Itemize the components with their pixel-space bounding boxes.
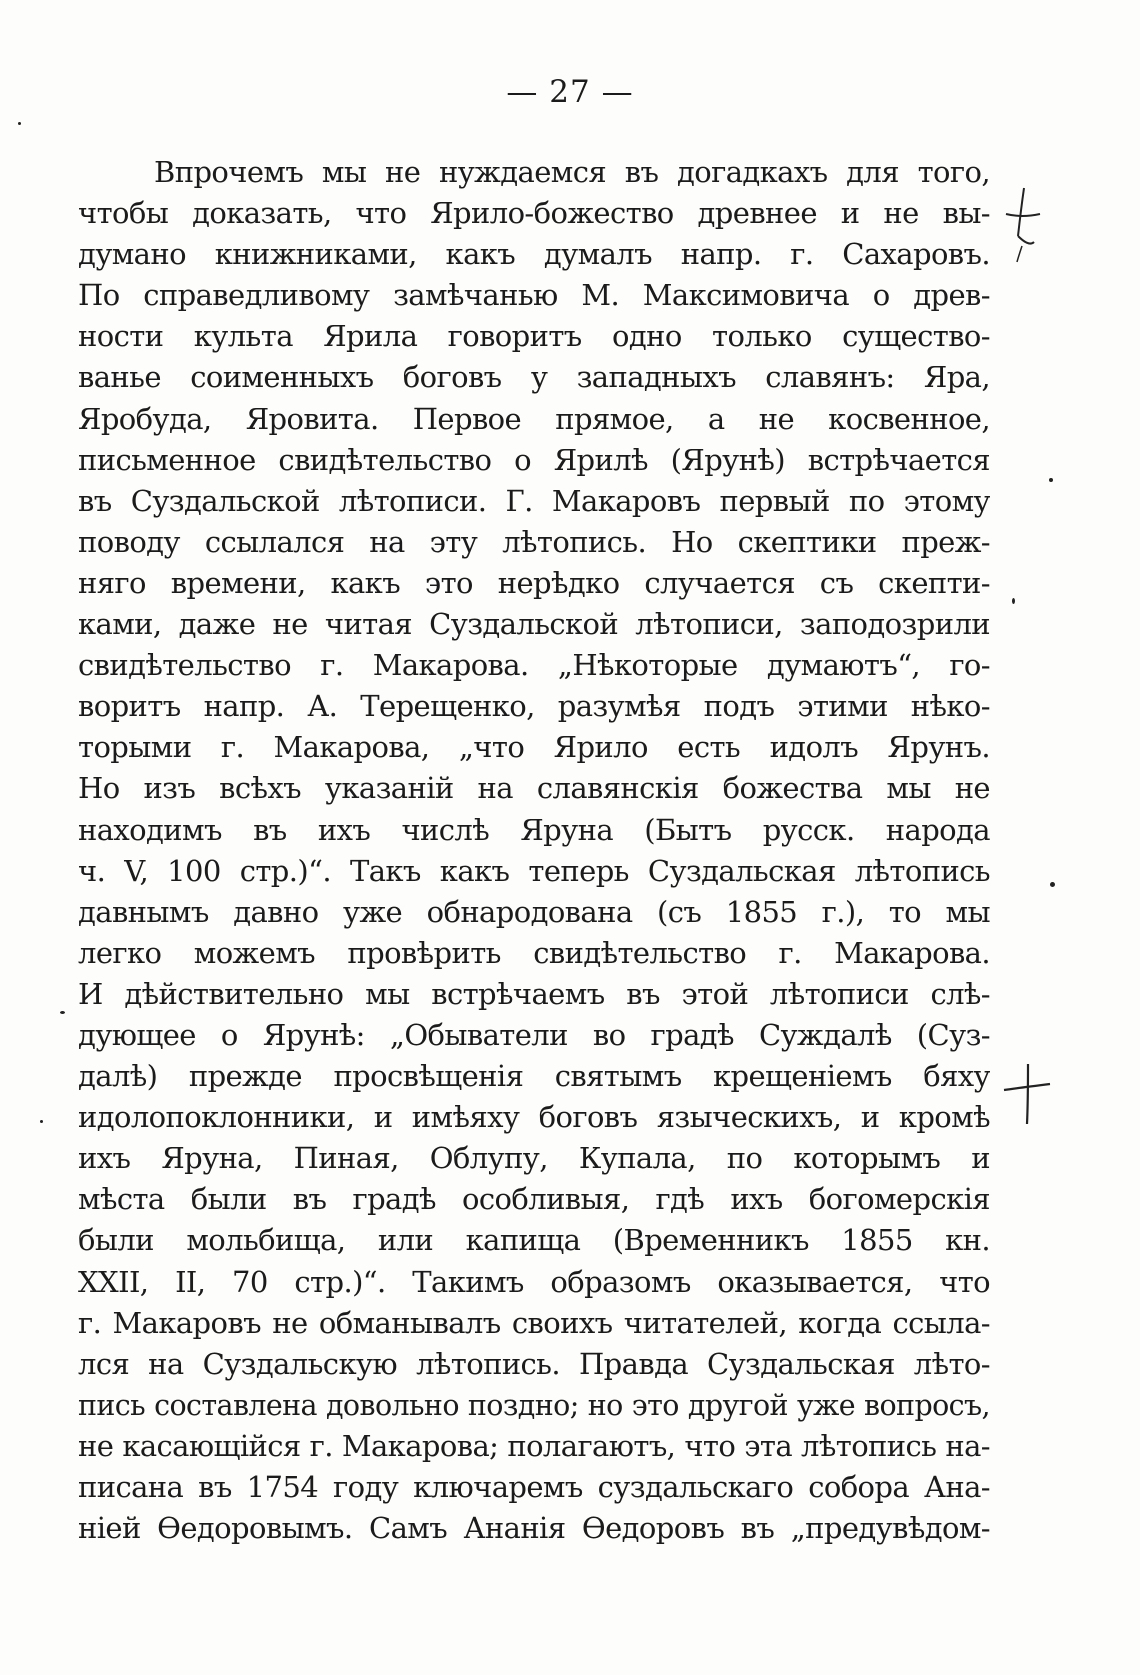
- text-line: воритъ напр. А. Терещенко, разумѣя подъ этими нѣко-: [78, 689, 990, 724]
- text-line: ихъ Яруна, Пиная, Облупу, Купала, по которымъ и: [78, 1141, 990, 1176]
- text-line: няго времени, какъ это нерѣдко случается съ скепти-: [78, 565, 990, 600]
- text-line: XXII, II, 70 стр.)“. Такимъ образомъ оказывается, что: [78, 1264, 990, 1299]
- text-line: поводу ссылался на эту лѣтопись. Но скептики преж-: [78, 524, 990, 559]
- text-line: свидѣтельство г. Макарова. „Нѣкоторые думаютъ“, го-: [78, 648, 990, 683]
- speck: [1049, 478, 1053, 482]
- text-line: И дѣйствительно мы встрѣчаемъ въ этой лѣтописи слѣ-: [78, 976, 990, 1011]
- text-line: находимъ въ ихъ числѣ Яруна (Бытъ русск. народа: [78, 812, 990, 847]
- text-line: Яробуда, Яровита. Первое прямое, а не косвенное,: [78, 401, 990, 436]
- speck: [60, 1011, 65, 1014]
- speck: [18, 122, 21, 125]
- text-line: ками, даже не читая Суздальской лѣтописи, заподозрили: [78, 607, 990, 642]
- text-line: въ Суздальской лѣтописи. Г. Макаровъ первый по этому: [78, 483, 990, 518]
- text-line: писана въ 1754 году ключаремъ суздальскаго собора Ана-: [78, 1470, 990, 1504]
- text-line: давнымъ давно уже обнародована (съ 1855 г.), то мы: [78, 894, 990, 929]
- body-text: [78, 152, 990, 1549]
- text-line: ности культа Ярила говоритъ одно только существо-: [78, 319, 990, 354]
- speck: [1050, 882, 1055, 887]
- text-line: ч. V, 100 стр.)“. Такъ какъ теперь Суздальская лѣтопись: [78, 853, 990, 888]
- text-line: ванье соименныхъ боговъ у западныхъ славянъ: Яра,: [78, 360, 990, 395]
- text-line: По справедливому замѣчанью М. Максимовича о древ-: [78, 278, 990, 313]
- speck: [40, 1120, 43, 1123]
- text-line: письменное свидѣтельство о Ярилѣ (Ярунѣ) встрѣчается: [78, 442, 990, 477]
- text-line: далѣ) прежде просвѣщенія святымъ крещеніемъ бяху: [78, 1059, 990, 1094]
- speck: [1012, 598, 1015, 604]
- text-line: торыми г. Макарова, „что Ярило есть идолъ Ярунъ.: [78, 730, 990, 765]
- text-line: ніей Ѳедоровымъ. Самъ Ананія Ѳедоровъ въ „предувѣдом-: [78, 1511, 990, 1546]
- page-number: — 27 —: [506, 74, 634, 110]
- text-line: думано книжниками, какъ думалъ напр. г. Сахаровъ.: [78, 237, 990, 272]
- text-line: Но изъ всѣхъ указаній на славянскія божества мы не: [78, 771, 990, 806]
- pencil-cross-mark-bottom: [1002, 1062, 1052, 1126]
- text-line: идолопоклонники, и имѣяху боговъ языческихъ, и кромѣ: [78, 1100, 990, 1135]
- text-line: дующее о Ярунѣ: „Обыватели во градѣ Суждалѣ (Суз-: [78, 1017, 990, 1052]
- pencil-cross-mark-top: [1000, 184, 1046, 264]
- text-line: лся на Суздальскую лѣтопись. Правда Суздальская лѣто-: [78, 1346, 990, 1381]
- text-line: не касающійся г. Макарова; полагаютъ, что эта лѣтопись на-: [78, 1428, 990, 1463]
- text-line: легко можемъ провѣрить свидѣтельство г. Макарова.: [78, 935, 990, 970]
- text-line: чтобы доказать, что Ярило-божество древнее и не вы-: [78, 196, 990, 231]
- text-line: были мольбища, или капища (Временникъ 1855 кн.: [78, 1223, 990, 1258]
- text-line: мѣста были въ градѣ особливыя, гдѣ ихъ богомерскія: [78, 1182, 990, 1217]
- text-line: пись составлена довольно поздно; но это другой уже вопросъ,: [78, 1388, 990, 1422]
- text-line: г. Макаровъ не обманывалъ своихъ читателей, когда ссыла-: [78, 1305, 990, 1340]
- text-line: Впрочемъ мы не нуждаемся въ догадкахъ для того,: [154, 155, 990, 189]
